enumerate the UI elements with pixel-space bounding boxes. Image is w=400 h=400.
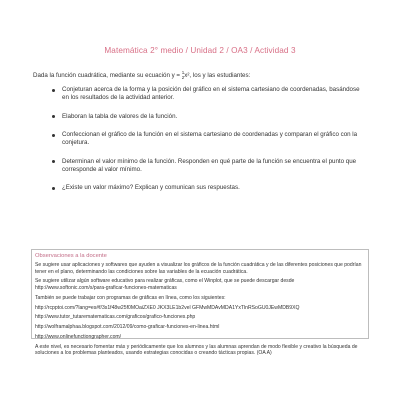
page-title: Matemática 2° medio / Unidad 2 / OA3 / Actividad 3	[104, 46, 296, 55]
resource-link[interactable]: http://rcpptoi.com/?lang=es#f/3s1f48w25f0MOaiZXE0 JKX3LE1b2vel GFMwMDAvMDA1YxTlnRSoGU0JEwMDB9XQ	[35, 304, 300, 311]
guidance-title: Observaciones a la docente	[35, 253, 107, 259]
guidance-paragraph: Se sugiere utilizar algún software educativo para realizar gráficas, como el Winplot, que se puede descargar desde http://www.softonic.com/s/para-graficar-funciones-matematicas	[35, 278, 295, 291]
intro-text-after: x², los y las estudiantes:	[184, 72, 251, 80]
resource-link[interactable]: http://wolframalphaa.blogspot.com/2012/09/como-graficar-funciones-en-linea.html	[35, 324, 220, 331]
task-item: Confeccionan el gráfico de la función en el sistema cartesiano de coordenadas y comparan el gráfico con la conjetura.	[52, 131, 368, 147]
resource-link[interactable]: http://www.onlinefunctiongrapher.com/	[35, 333, 122, 340]
task-item: Elaboran la tabla de valores de la función.	[52, 113, 368, 121]
task-list	[52, 86, 368, 203]
task-item: Conjeturan acerca de la forma y la posición del gráfico en el sistema cartesiano de coordenadas, basándose en los resultados de la actividad anterior.	[52, 86, 368, 102]
guidance-paragraph: Se sugiere usar aplicaciones y softwares que ayuden a visualizar los gráficos de la función cuadrática y de las diferentes posiciones que podrían tener en el plano, determinando las condiciones sobre las variables de la ecuación cuadrática.	[35, 262, 362, 275]
intro-text	[33, 71, 368, 80]
fraction-denominator: 2	[181, 74, 185, 80]
guidance-content	[35, 262, 365, 360]
task-item: ¿Existe un valor máximo? Explican y comunican sus respuestas.	[52, 184, 368, 192]
fraction-numerator: 1	[181, 70, 185, 75]
guidance-paragraph: También se puede trabajar con programas de gráficas en línea, como los siguientes:	[35, 294, 226, 301]
guidance-paragraph: A este nivel, es necesario fomentar más y periódicamente que los alumnos y las alumnas aprendan de modo flexible y creativo la búsqueda de soluciones a los problemas planteados, usando estrategias conocidas o creando tácticas propias. (OA A)	[35, 343, 358, 357]
resource-link[interactable]: http://www.tutor_tutarematematicas.com/graficos/grafico-funciones.php	[35, 314, 196, 321]
task-item: Determinan el valor mínimo de la función. Responden en qué parte de la función se encuentra el punto que corresponde al valor mínimo.	[52, 158, 368, 174]
intro-text-before: Dada la función cuadrática, mediante su ecuación y =	[33, 72, 182, 80]
